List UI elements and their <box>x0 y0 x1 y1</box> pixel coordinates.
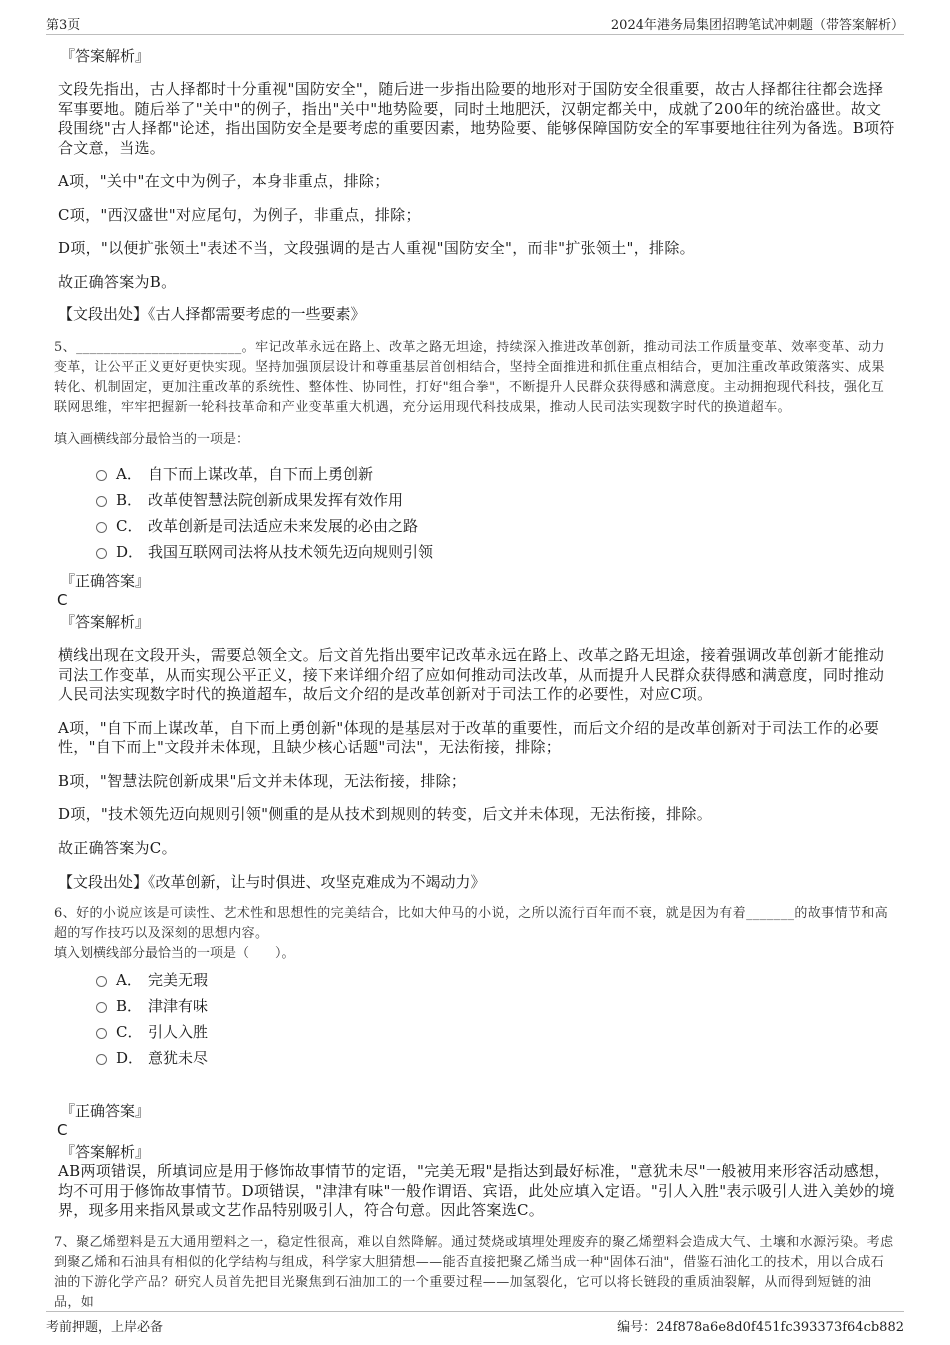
analysis-paragraph: 文段先指出，古人择都时十分重视"国防安全"，随后进一步指出险要的地形对于国防安全很重要，故古人择都往往都会选择军事要地。随后举了"关中"的例子，指出"关中"地势险要，同时土地肥沃，汉朝定都关中，成就了200年的统治盛世。故文段围绕"古人择都"论述，指出国防安全是要考虑的重要因素，地势险要、能够保障国防安全的军事要地往往列为备选。B项符合文意，当选。 <box>58 80 895 157</box>
page-number: 第3页 <box>46 18 81 33</box>
radio-icon[interactable] <box>96 1028 107 1039</box>
document-code: 编号：24f878a6e8d0f451fc393373f64cb882 <box>617 1320 904 1335</box>
radio-icon[interactable] <box>96 470 107 481</box>
analysis-label: 『答案解析』 <box>60 1143 151 1161</box>
question-prompt: 填入画横线部分最恰当的一项是： <box>54 432 250 447</box>
correct-answer: C <box>57 591 68 609</box>
analysis-paragraph: 横线出现在文段开头，需要总领全文。后文首先指出要牢记改革永远在路上、改革之路无坦途，接着强调改革创新才能推动司法工作变革，从而实现公平正义，接下来详细介绍了应如何推动司法改革，从而提升人民群众获得感和满意度，同时推动人民司法实现数字时代的换道超车，故后文介绍的是改革创新对于司法工作的必要性，对应C项。 <box>58 646 885 703</box>
page-footer <box>46 1311 904 1334</box>
analysis-paragraph: D项，"技术领先迈向规则引领"侧重的是从技术到规则的转变，后文并未体现，无法衔接，排除。 <box>58 805 713 823</box>
option-d[interactable]: D． 意犹未尽 <box>94 1045 896 1071</box>
answer-label: 『正确答案』 <box>60 1102 151 1120</box>
source-citation: 【文段出处】《古人择都需要考虑的一些要素》 <box>58 305 366 323</box>
radio-icon[interactable] <box>96 496 107 507</box>
analysis-label: 『答案解析』 <box>60 47 151 65</box>
option-list <box>94 461 896 565</box>
option-b[interactable]: B． 津津有味 <box>94 993 896 1019</box>
question-5 <box>56 338 896 892</box>
radio-icon[interactable] <box>96 1002 107 1013</box>
question-stem: 6、好的小说应该是可读性、艺术性和思想性的完美结合，比如大仲马的小说，之所以流行百年而不衰，就是因为有着_______的故事情节和高超的写作技巧以及深刻的思想内容。 <box>54 906 889 941</box>
analysis-paragraph: AB两项错误，所填词应是用于修饰故事情节的定语，"完美无瑕"是指达到最好标准，"意犹未尽"一般被用来形容活动感想，均不可用于修饰故事情节。D项错误，"津津有味"一般作谓语、宾语，此处应填入定语。"引人入胜"表示吸引人进入美妙的境界，现多用来指风景或文艺作品特别吸引人，符合句意。因此答案选C。 <box>58 1162 895 1219</box>
q4-analysis-section <box>56 46 896 324</box>
option-list <box>94 967 896 1071</box>
option-a[interactable]: A． 完美无瑕 <box>94 967 896 993</box>
analysis-label: 『答案解析』 <box>60 613 151 631</box>
analysis-paragraph: C项，"西汉盛世"对应尾句，为例子，非重点，排除； <box>58 205 421 224</box>
document-body <box>56 42 896 1313</box>
option-c[interactable]: C． 改革创新是司法适应未来发展的必由之路 <box>94 513 896 539</box>
question-6 <box>56 904 896 1221</box>
document-title: 2024年港务局集团招聘笔试冲刺题（带答案解析） <box>610 18 904 33</box>
radio-icon[interactable] <box>96 976 107 987</box>
radio-icon[interactable] <box>96 548 107 559</box>
question-7 <box>56 1233 896 1313</box>
question-stem: 7、聚乙烯塑料是五大通用塑料之一，稳定性很高，难以自然降解。通过焚烧或填埋处理废弃的聚乙烯塑料会造成大气、土壤和水源污染。考虑到聚乙烯和石油具有相似的化学结构与组成，科学家大胆猜想——能否直接把聚乙烯当成一种"固体石油"，借鉴石油化工的技术，用以合成石油的下游化学产品？研究人员首先把目光聚焦到石油加工的一个重要过程——加氢裂化，它可以将长链段的重质油裂解，从而得到短链的油品，如 <box>54 1234 894 1310</box>
analysis-paragraph: A项，"关中"在文中为例子，本身非重点，排除； <box>58 172 390 190</box>
question-prompt: 填入划横线部分最恰当的一项是（ ）。 <box>54 946 295 961</box>
footer-slogan: 考前押题，上岸必备 <box>46 1320 164 1335</box>
radio-icon[interactable] <box>96 522 107 533</box>
page-header <box>46 14 904 35</box>
option-d[interactable]: D． 我国互联网司法将从技术领先迈向规则引领 <box>94 539 896 565</box>
correct-answer: C <box>57 1121 68 1139</box>
option-a[interactable]: A． 自下而上谋改革，自下而上勇创新 <box>94 461 896 487</box>
analysis-paragraph: B项，"智慧法院创新成果"后文并未体现，无法衔接，排除； <box>58 771 467 790</box>
analysis-paragraph: 故正确答案为B。 <box>58 272 177 291</box>
analysis-paragraph: 故正确答案为C。 <box>58 838 177 857</box>
analysis-paragraph: A项，"自下而上谋改革，自下而上勇创新"体现的是基层对于改革的重要性，而后文介绍的是改革创新对于司法工作的必要性，"自下而上"文段并未体现，且缺少核心话题"司法"，无法衔接，排除； <box>58 718 880 756</box>
source-citation: 【文段出处】《改革创新，让与时俱进、攻坚克难成为不竭动力》 <box>58 873 486 891</box>
answer-label: 『正确答案』 <box>60 572 151 590</box>
option-b[interactable]: B． 改革使智慧法院创新成果发挥有效作用 <box>94 487 896 513</box>
radio-icon[interactable] <box>96 1054 107 1065</box>
analysis-paragraph: D项，"以便扩张领土"表述不当，文段强调的是古人重视"国防安全"，而非"扩张领土"，排除。 <box>58 239 695 257</box>
question-stem: 5、________________________。牢记改革永远在路上、改革之路无坦途，持续深入推进改革创新，推动司法工作质量变革、效率变革、动力变革，让公平正义更好更快实现。坚持加强顶层设计和尊重基层首创相结合，坚持全面推进和抓住重点相结合，更加注重改革政策落实、成果转化、机制固定，更加注重改革的系统性、整体性、协同性，打好"组合拳"，不断提升人民群众获得感和满意度。主动拥抱现代科技，强化互联网思维，牢牢把握新一轮科技革命和产业变革重大机遇，充分运用现代科技成果，推动人民司法实现数字时代的换道超车。 <box>54 340 885 415</box>
option-c[interactable]: C． 引人入胜 <box>94 1019 896 1045</box>
